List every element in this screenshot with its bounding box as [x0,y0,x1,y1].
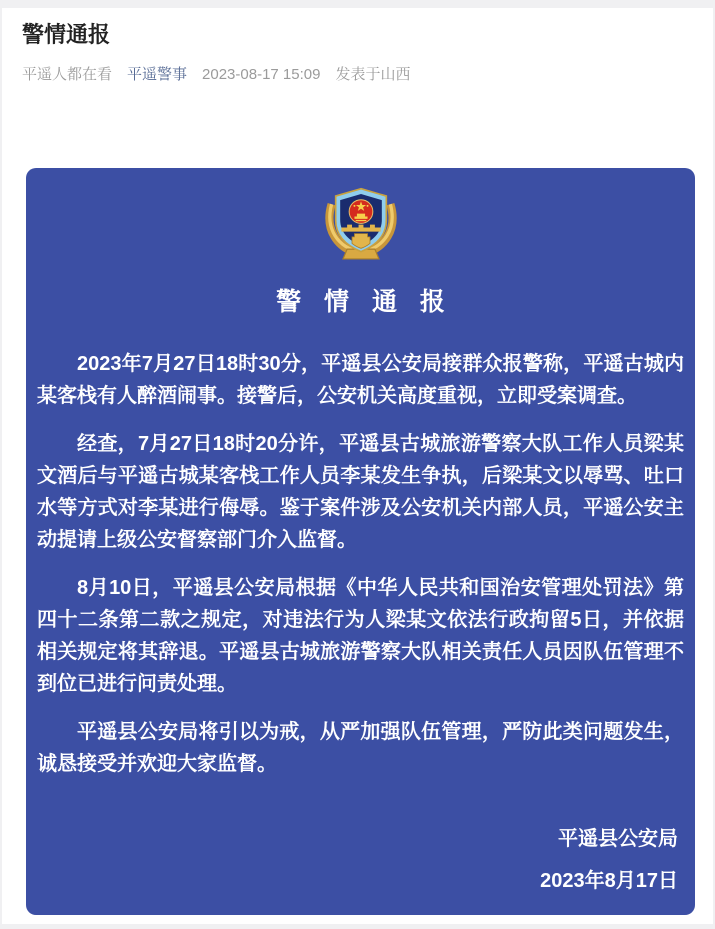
notice-paragraph: 经查，7月27日18时20分许，平遥县古城旅游警察大队工作人员梁某文酒后与平遥古城某客栈工作人员李某发生争执，后梁某文以辱骂、吐口水等方式对李某进行侮辱。鉴于案件涉及公安机关内部人员，平遥公安主动提请上级公安督察部门介入监督。 [37,433,684,551]
notice-heading: 警 情 通 报 [276,288,453,316]
account-link[interactable]: 平遥警事 [127,66,188,83]
notice-paragraph: 2023年7月27日18时30分，平遥县公安局接群众报警称，平遥古城内某客栈有人醉酒闹事。接警后，公安机关高度重视，立即受案调查。 [37,353,684,407]
signature-organization: 平遥县公安局 [558,828,678,850]
badge-wrap [37,186,684,260]
page-bottom-edge [2,924,713,929]
signature-date: 2023年8月17日 [540,870,678,892]
notice-card [26,168,695,915]
notice-paragraph: 平遥县公安局将引以为戒，从严加强队伍管理，严防此类问题发生，诚恳接受并欢迎大家监督。 [37,721,684,775]
article-header [2,8,713,84]
page-top-edge [2,0,713,8]
publish-location: 发表于山西 [335,66,411,83]
notice-paragraph: 8月10日，平遥县公安局根据《中华人民共和国治安管理处罚法》第四十二条第二款之规定，对违法行为人梁某文依法行政拘留5日，并依据相关规定将其辞退。平遥县古城旅游警察大队相关责任人员因队伍管理不到位已进行问责处理。 [37,577,684,695]
police-badge-icon [312,186,410,260]
page-title: 警情通报 [22,22,111,47]
notice-body [37,348,684,780]
publish-timestamp: 2023-08-17 15:09 [202,66,321,83]
notice-signature [37,818,684,902]
topic-tag: 平遥人都在看 [22,66,113,83]
article-meta [22,65,693,84]
